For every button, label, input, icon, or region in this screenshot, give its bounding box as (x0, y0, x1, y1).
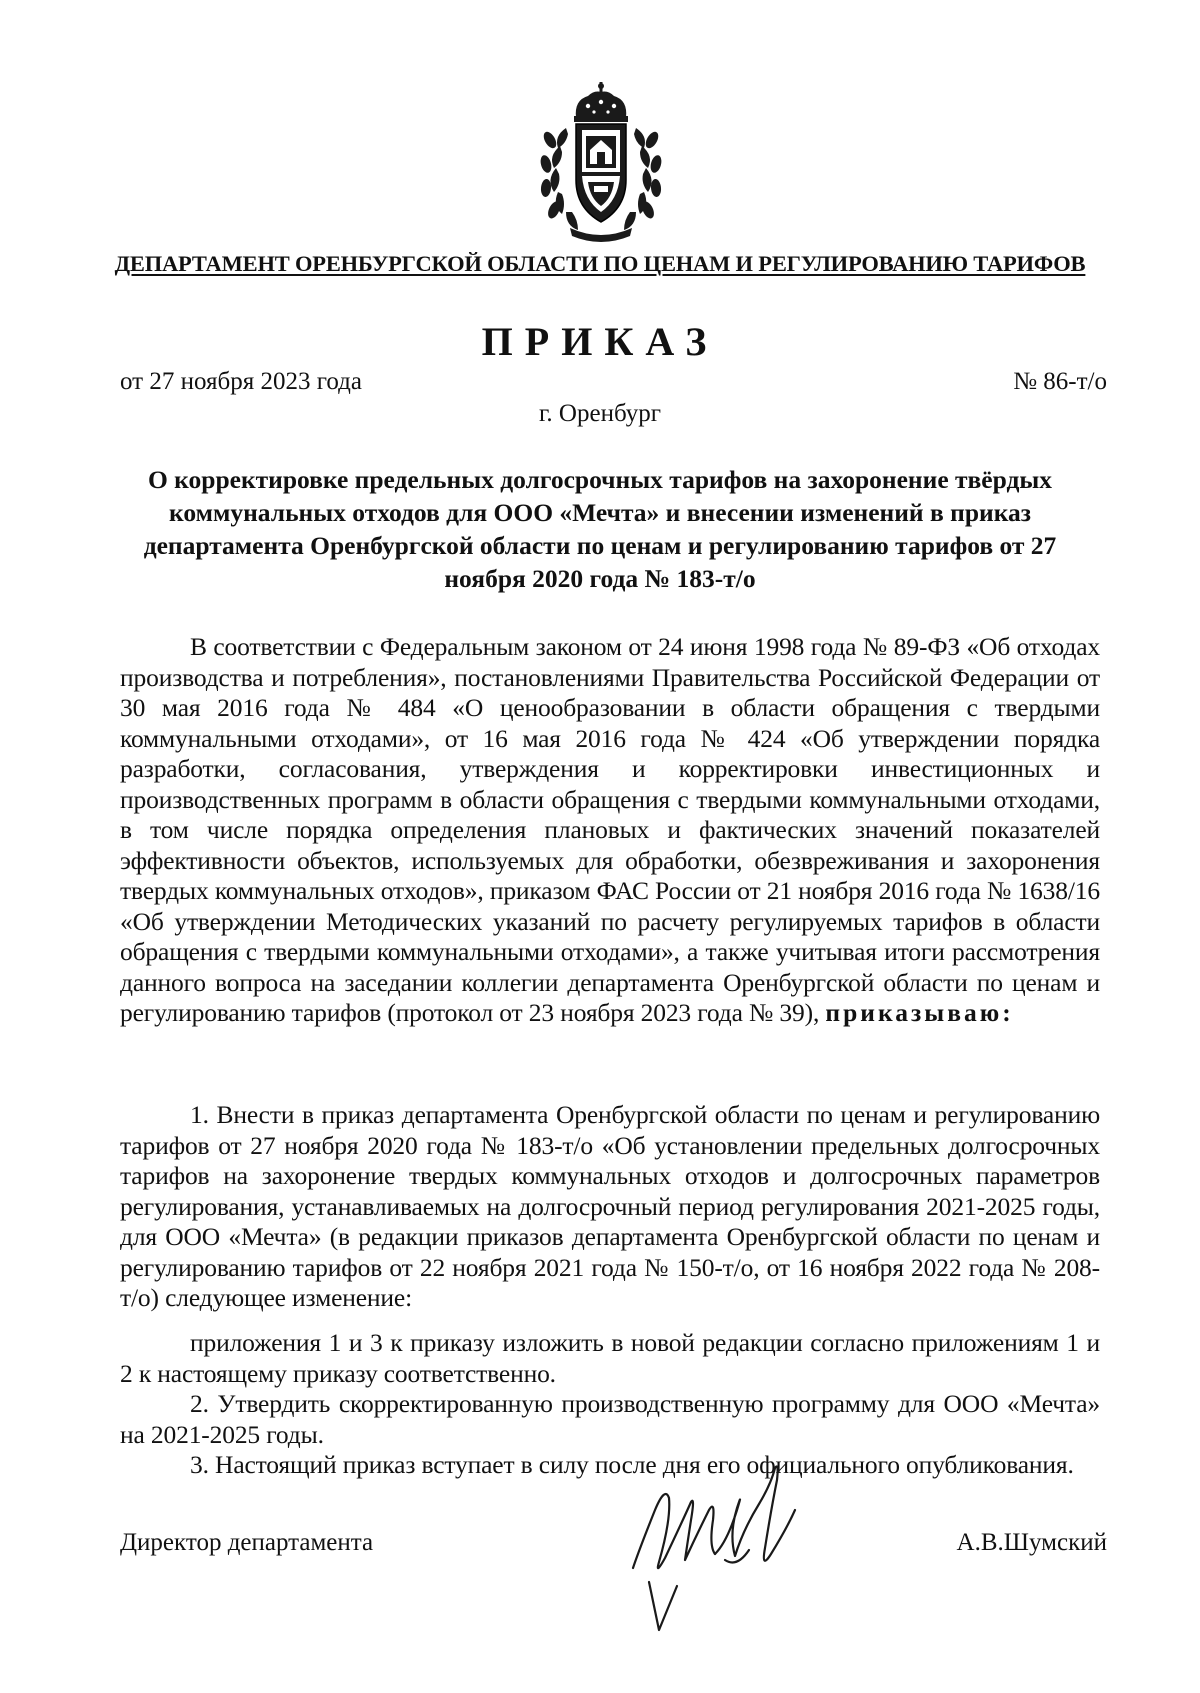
signatory-name: А.В.Шумский (956, 1529, 1107, 1556)
signatory-title: Директор департамента (120, 1529, 374, 1556)
order-word: приказываю: (825, 998, 1014, 1027)
department-header: ДЕПАРТАМЕНТ ОРЕНБУРГСКОЙ ОБЛАСТИ ПО ЦЕНАМ И РЕГУЛИРОВАНИЮ ТАРИФОВ (114, 251, 1086, 276)
order-item-1-amendment: приложения 1 и 3 к приказу изложить в новой редакции согласно приложениям 1 и 2 к настоящему приказу соответственно. (120, 1328, 1100, 1388)
document-type-title: ПРИКАЗ (481, 319, 719, 364)
coat-of-arms-icon (536, 80, 666, 242)
order-item-2: 2. Утвердить скорректированную производственную программу для ООО «Мечта» на 2021-2025 годы. (120, 1389, 1100, 1449)
preamble-paragraph (120, 632, 1100, 1029)
order-subject: О корректировке предельных долгосрочных тарифов на захоронение твёрдых коммунальных отходов для ООО «Мечта» и внесении изменений в приказ департамента Оренбургской области по ценам и регулированию тарифов от 27 ноября 2020 года № 183-т/о (143, 465, 1057, 593)
order-number: № 86-т/о (1013, 368, 1107, 395)
order-item-1: 1. Внести в приказ департамента Оренбургской области по ценам и регулированию тарифов от 27 ноября 2020 года № 183-т/о «Об установлении предельных долгосрочных тарифов на захоронение твердых коммунальных отходов и долгосрочных параметров регулирования, устанавливаемых на долгосрочный период регулирования 2021-2025 годы, для ООО «Мечта» (в редакции приказов департамента Оренбургской области по ценам и регулированию тарифов от 22 ноября 2021 года № 150-т/о, от 16 ноября 2022 года № 208-т/о) следующее изменение: (120, 1100, 1100, 1312)
preamble-text: В соответствии с Федеральным законом от 24 июня 1998 года № 89-ФЗ «Об отходах производства и потребления», постановлениями Правительства Российской Федерации от 30 мая 2016 года № 484 «О ценообразовании в области обращения с твердыми коммунальными отходами», от 16 мая 2016 года № 424 «Об утверждении порядка разработки, согласования, утверждения и корректировки инвестиционных и производственных программ в области обращения с твердыми коммунальными отходами, в том числе порядка определения плановых и фактических значений показателей эффективности объектов, используемых для обработки, обезвреживания и захоронения твердых коммунальных отходов», приказом ФАС России от 21 ноября 2016 года № 1638/16 «Об утверждении Методических указаний по расчету регулируемых тарифов в области обращения с твердыми коммунальными отходами», а также учитывая итоги рассмотрения данного вопроса на заседании коллегии департамента Оренбургской области по ценам и регулированию тарифов (протокол от 23 ноября 2023 года № 39), (120, 632, 1100, 1027)
order-date: от 27 ноября 2023 года (120, 368, 362, 395)
order-item-3: 3. Настоящий приказ вступает в силу после дня его официального опубликования. (190, 1450, 1074, 1479)
handwritten-signature (625, 1450, 855, 1650)
order-city: г. Оренбург (539, 400, 661, 427)
